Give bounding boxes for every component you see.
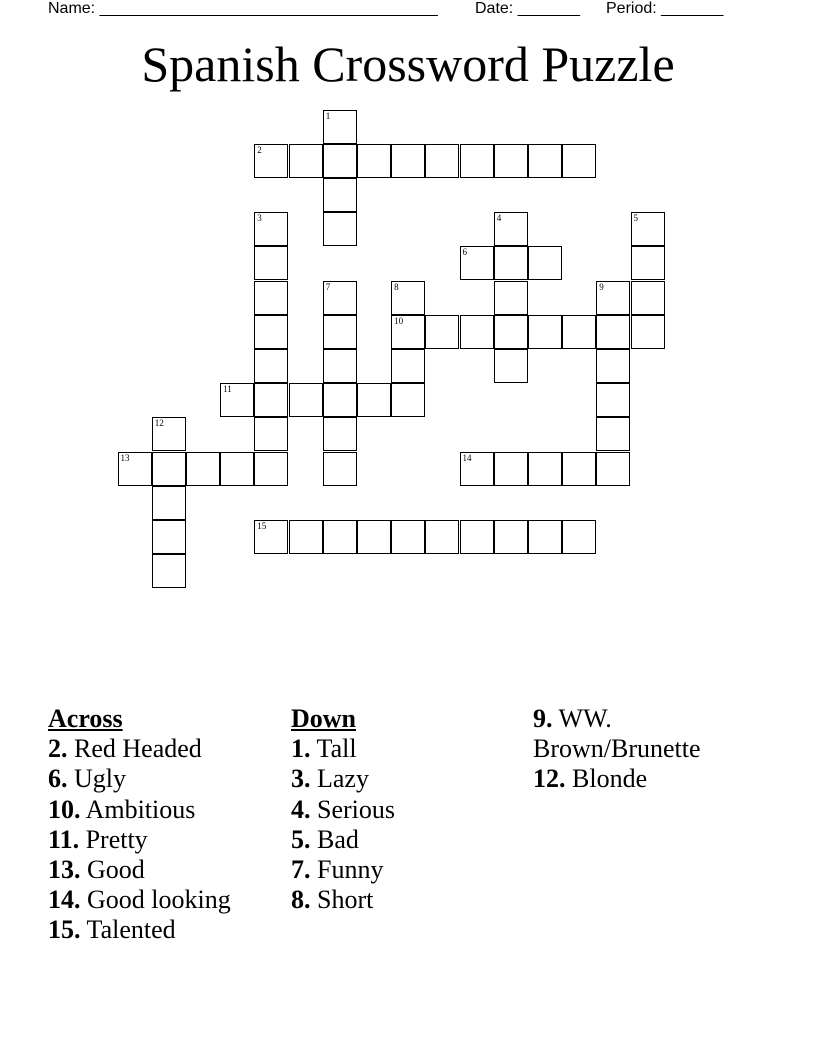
- crossword-cell[interactable]: [323, 417, 357, 451]
- clue-item: [48, 855, 284, 885]
- crossword-cell[interactable]: [323, 349, 357, 383]
- crossword-cell[interactable]: [152, 452, 186, 486]
- clue-item: [291, 825, 521, 855]
- clue-item-text: Bad: [310, 824, 359, 854]
- crossword-cell[interactable]: [631, 212, 665, 246]
- name-field-label: Name: ______________________________________: [48, 0, 438, 17]
- clue-item: [48, 915, 284, 945]
- crossword-cell[interactable]: [254, 383, 288, 417]
- crossword-cell[interactable]: [494, 349, 528, 383]
- clue-number: 1: [325, 110, 331, 121]
- clue-item: [291, 795, 521, 825]
- clue-item: [533, 764, 773, 794]
- clue-item: [48, 885, 284, 915]
- crossword-cell[interactable]: [562, 452, 596, 486]
- period-field-label: Period: _______: [606, 0, 724, 17]
- clue-number: 13: [120, 452, 130, 463]
- crossword-cell[interactable]: [528, 144, 562, 178]
- crossword-cell[interactable]: [357, 383, 391, 417]
- crossword-cell[interactable]: [494, 520, 528, 554]
- crossword-cell[interactable]: [186, 452, 220, 486]
- clue-item-number: 9.: [533, 704, 553, 733]
- crossword-cell[interactable]: [528, 246, 562, 280]
- clue-number: 3: [257, 213, 262, 224]
- clue-item-text: Ugly: [67, 764, 126, 794]
- clue-item: [533, 734, 773, 764]
- crossword-cell[interactable]: [391, 349, 425, 383]
- clue-item-text: Blonde: [565, 764, 648, 794]
- crossword-cell[interactable]: [460, 520, 494, 554]
- clue-item: [291, 734, 521, 764]
- crossword-cell[interactable]: [528, 315, 562, 349]
- crossword-cell[interactable]: [357, 144, 391, 178]
- crossword-cell[interactable]: [220, 452, 254, 486]
- date-field-label: Date: _______: [475, 0, 580, 17]
- clue-item-number: 8.: [291, 885, 311, 915]
- clue-item: [533, 704, 773, 734]
- down-heading: Down: [291, 704, 357, 733]
- crossword-cell[interactable]: [254, 144, 288, 178]
- clue-item: [48, 795, 284, 825]
- clue-number: 15: [257, 520, 267, 531]
- crossword-cell[interactable]: [323, 520, 357, 554]
- clue-item-number: 10.: [48, 794, 81, 824]
- clue-item: [291, 764, 521, 794]
- crossword-cell[interactable]: [254, 520, 288, 554]
- crossword-cell[interactable]: [596, 452, 630, 486]
- crossword-cell[interactable]: [528, 520, 562, 554]
- crossword-cell[interactable]: [323, 383, 357, 417]
- crossword-cell[interactable]: [152, 554, 186, 588]
- clue-number: 5: [633, 213, 638, 224]
- crossword-cell[interactable]: [357, 520, 391, 554]
- clue-item: [48, 734, 284, 764]
- crossword-cell[interactable]: [323, 452, 357, 486]
- clue-item-number: 6.: [48, 764, 68, 794]
- clue-item-number: 3.: [291, 764, 311, 794]
- clue-number: 14: [462, 452, 472, 463]
- clue-item-number: 5.: [291, 824, 311, 854]
- crossword-cell[interactable]: [323, 110, 357, 144]
- clue-number: 9: [599, 281, 604, 292]
- clue-item-text: Ambitious: [80, 794, 196, 824]
- crossword-cell[interactable]: [254, 246, 288, 280]
- crossword-cell[interactable]: [391, 315, 425, 349]
- crossword-cell[interactable]: [596, 281, 630, 315]
- crossword-cell[interactable]: [631, 315, 665, 349]
- clue-item-text: Tall: [310, 734, 357, 764]
- crossword-cell[interactable]: [152, 520, 186, 554]
- clue-item: [291, 855, 521, 885]
- crossword-cell[interactable]: [460, 246, 494, 280]
- across-heading: Across: [48, 704, 123, 733]
- crossword-cell[interactable]: [425, 144, 459, 178]
- clue-item-text: Funny: [310, 855, 384, 885]
- crossword-cell[interactable]: [323, 212, 357, 246]
- clue-item-text: Talented: [80, 915, 176, 945]
- clue-item-number: 11.: [48, 824, 80, 854]
- clue-item-text: Pretty: [79, 824, 148, 854]
- clue-item-text: Red Headed: [67, 734, 202, 764]
- clue-item-text: Lazy: [310, 764, 369, 794]
- clue-number: 12: [154, 418, 164, 429]
- clue-item-text: WW.: [552, 704, 612, 733]
- crossword-cell[interactable]: [289, 144, 323, 178]
- crossword-cell[interactable]: [254, 417, 288, 451]
- clue-item-text: Short: [310, 885, 374, 915]
- clue-item-number: 7.: [291, 855, 311, 885]
- clue-item-number: 15.: [48, 915, 81, 945]
- crossword-cell[interactable]: [152, 486, 186, 520]
- crossword-cell[interactable]: [254, 315, 288, 349]
- clue-item-number: 2.: [48, 734, 68, 764]
- clue-item-number: 4.: [291, 794, 311, 824]
- crossword-cell[interactable]: [425, 315, 459, 349]
- clue-item-text: Serious: [310, 794, 395, 824]
- crossword-cell[interactable]: [391, 383, 425, 417]
- crossword-cell[interactable]: [631, 281, 665, 315]
- crossword-cell[interactable]: [596, 417, 630, 451]
- clue-number: 8: [394, 281, 399, 292]
- clue-item-number: 14.: [48, 885, 81, 915]
- clue-item-number: 13.: [48, 855, 81, 885]
- crossword-cell[interactable]: [494, 144, 528, 178]
- crossword-cell[interactable]: [494, 281, 528, 315]
- clue-item: [291, 885, 521, 915]
- clue-item: [48, 764, 284, 794]
- crossword-cell[interactable]: [323, 281, 357, 315]
- crossword-cell[interactable]: [494, 315, 528, 349]
- down-clues-continued: [533, 704, 773, 795]
- crossword-cell[interactable]: [494, 212, 528, 246]
- crossword-cell[interactable]: [254, 349, 288, 383]
- crossword-cell[interactable]: [596, 315, 630, 349]
- crossword-cell[interactable]: [152, 417, 186, 451]
- clue-item-text: Good looking: [80, 885, 231, 915]
- across-clues: [48, 704, 284, 946]
- clue-item: [48, 825, 284, 855]
- clue-item-text: Good: [80, 855, 145, 885]
- crossword-cell[interactable]: [562, 520, 596, 554]
- crossword-cell[interactable]: [494, 246, 528, 280]
- crossword-cell[interactable]: [596, 349, 630, 383]
- clue-number: 6: [462, 247, 467, 258]
- crossword-cell[interactable]: [460, 144, 494, 178]
- crossword-cell[interactable]: [562, 315, 596, 349]
- clue-number: 11: [223, 384, 232, 395]
- clue-number: 2: [257, 144, 262, 155]
- page-title: Spanish Crossword Puzzle: [141, 36, 675, 92]
- clue-item-number: 12.: [533, 764, 566, 794]
- down-clues: [291, 704, 521, 915]
- clue-item-number: 1.: [291, 734, 311, 764]
- crossword-cell[interactable]: [289, 520, 323, 554]
- crossword-cell[interactable]: [391, 520, 425, 554]
- clue-item-text: Brown/Brunette: [533, 734, 701, 764]
- crossword-cell[interactable]: [220, 383, 254, 417]
- crossword-cell[interactable]: [323, 144, 357, 178]
- crossword-cell[interactable]: [460, 452, 494, 486]
- crossword-cell[interactable]: [562, 144, 596, 178]
- crossword-cell[interactable]: [254, 212, 288, 246]
- clue-number: 7: [325, 281, 331, 292]
- crossword-cell[interactable]: [391, 281, 425, 315]
- crossword-cell[interactable]: [631, 246, 665, 280]
- crossword-cell[interactable]: [289, 383, 323, 417]
- clue-number: 10: [394, 315, 404, 326]
- crossword-cell[interactable]: [254, 281, 288, 315]
- crossword-cell[interactable]: [323, 178, 357, 212]
- crossword-cell[interactable]: [425, 520, 459, 554]
- clue-number: 4: [496, 213, 502, 224]
- crossword-cell[interactable]: [323, 315, 357, 349]
- crossword-cell[interactable]: [254, 452, 288, 486]
- crossword-cell[interactable]: [118, 452, 152, 486]
- crossword-cell[interactable]: [460, 315, 494, 349]
- crossword-cell[interactable]: [596, 383, 630, 417]
- crossword-cell[interactable]: [494, 452, 528, 486]
- crossword-cell[interactable]: [391, 144, 425, 178]
- crossword-cell[interactable]: [528, 452, 562, 486]
